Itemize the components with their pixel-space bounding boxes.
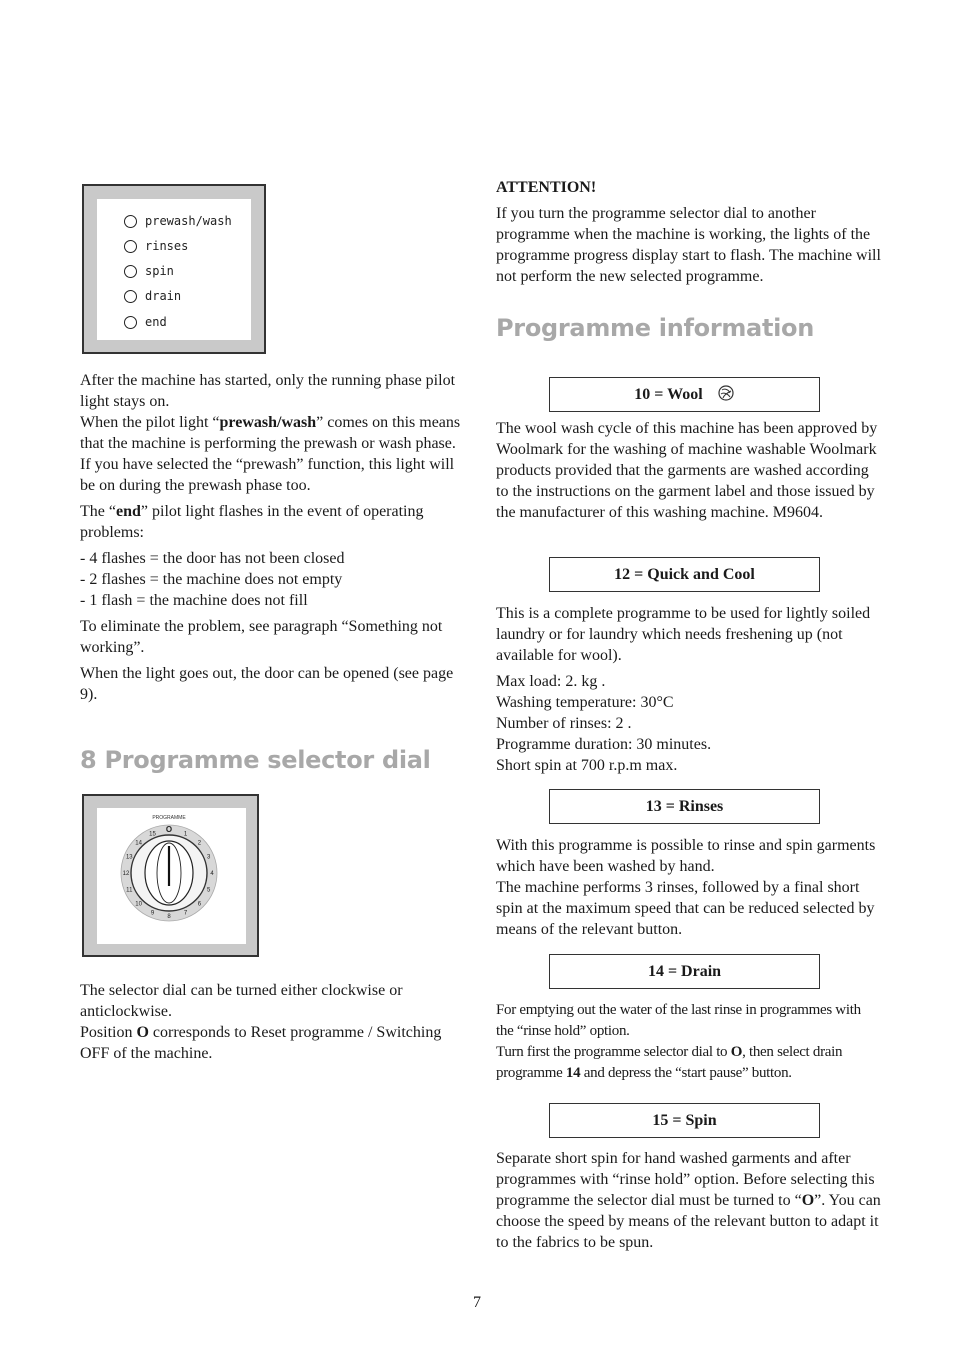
programme-label: 12 = Quick and Cool: [614, 566, 755, 583]
pilot-lights-description: [80, 370, 465, 705]
section-heading-programme-info: Programme information: [496, 314, 815, 342]
dial-position-5: 5: [207, 887, 211, 894]
paragraph: [80, 501, 465, 543]
programme-box-wool: [549, 377, 820, 412]
dial-position-9: 9: [150, 910, 155, 917]
text: ” comes on this means that the machine is performing the prewash or wash phase. If you have selected the “prewash” function, this light will be on during the prewash phase too.: [80, 414, 461, 494]
text: , then select drain programme: [496, 1044, 843, 1081]
paragraph: [496, 1148, 881, 1253]
pilot-light-end: [124, 312, 167, 332]
paragraph: The wool wash cycle of this machine has been approved by Woolmark for the washing of machine washable Woolmark products provided that the garments are washed according to the instructions on the garment label and those issued by the manufacturer of this washing machine. M9604.: [496, 420, 878, 521]
dial-position-11: 11: [126, 887, 133, 894]
paragraph: For emptying out the water of the last rinse in programmes with the “rinse hold” option.: [496, 1002, 861, 1039]
attention-block: [496, 177, 881, 287]
circle-icon: [124, 215, 137, 228]
programme-box-quick-and-cool: [549, 557, 820, 592]
list-item: - 1 flash = the machine does not fill: [80, 592, 308, 609]
pilot-light-label: end: [145, 314, 167, 329]
programme-text-quick-and-cool: [496, 603, 881, 776]
page-number: 7: [473, 1294, 481, 1311]
programme-box-rinses: [549, 789, 820, 824]
paragraph: After the machine has started, only the running phase pilot light stays on.: [80, 372, 456, 410]
circle-icon: [124, 290, 137, 303]
section-heading-selector-dial: 8 Programme selector dial: [80, 746, 431, 774]
detail-line: Number of rinses: 2 .: [496, 715, 632, 732]
dial-position-15: 15: [149, 831, 156, 838]
attention-text: If you turn the programme selector dial to another programme when the machine is working, the lights of the programme progress display start to flash. The machine will not perform the new selected programme.: [496, 205, 881, 285]
detail-line: Programme duration: 30 minutes.: [496, 736, 712, 753]
woolmark-icon: [717, 384, 735, 402]
paragraph: [80, 1022, 465, 1064]
programme-box-drain: [549, 954, 820, 989]
programme-label: 10 = Wool: [634, 386, 703, 403]
programme-text-rinses: [496, 835, 881, 940]
text: corresponds to Reset programme / Switching OFF of the machine.: [80, 1024, 442, 1062]
text: Position: [80, 1024, 137, 1041]
attention-title: ATTENTION!: [496, 179, 597, 196]
programme-text-drain: [496, 1000, 881, 1084]
flash-list: [80, 548, 465, 611]
selector-dial-description: [80, 980, 465, 1064]
dial-position-2: 2: [197, 840, 202, 847]
programme-label: 13 = Rinses: [645, 798, 724, 815]
pilot-light-label: drain: [145, 288, 182, 303]
circle-icon: [124, 265, 137, 278]
list-item: - 4 flashes = the door has not been closed: [80, 550, 345, 567]
pilot-light-drain: [124, 286, 181, 306]
paragraph: To eliminate the problem, see paragraph “Something not working”.: [80, 618, 443, 656]
programme-label: 14 = Drain: [647, 963, 722, 980]
text: Turn first the programme selector dial to: [496, 1044, 731, 1060]
detail-line: Short spin at 700 r.p.m max.: [496, 757, 678, 774]
dial-position-zero: O: [165, 825, 173, 834]
selector-dial-panel: [82, 794, 259, 957]
bold-text: O: [801, 1192, 815, 1209]
selector-dial-icon: [97, 808, 246, 944]
paragraph: [80, 412, 465, 496]
dial-position-10: 10: [135, 901, 142, 908]
list-item: - 2 flashes = the machine does not empty: [80, 571, 343, 588]
text: and depress the “start pause” button.: [580, 1065, 792, 1081]
dial-label: PROGRAMME: [152, 815, 186, 821]
paragraph: The machine performs 3 rinses, followed by a final short spin at the maximum speed that can be reduced selected by means of the relevant button.: [496, 879, 875, 938]
dial-position-12: 12: [122, 871, 130, 877]
circle-icon: [124, 240, 137, 253]
text: ”. You can choose the speed by means of the relevant button to adapt it to the fabrics to be spun.: [496, 1192, 881, 1251]
programme-text-spin: [496, 1148, 881, 1253]
programme-details: [496, 671, 881, 776]
dial-position-3: 3: [207, 854, 211, 861]
paragraph: [496, 1042, 881, 1084]
programme-text-wool: [496, 418, 881, 523]
dial-position-4: 4: [210, 871, 214, 877]
text: When the pilot light “: [80, 414, 220, 431]
programme-label: 15 = Spin: [652, 1112, 717, 1129]
dial-position-13: 13: [125, 854, 133, 861]
pilot-light-label: prewash/wash: [145, 213, 232, 228]
dial-position-7: 7: [183, 910, 188, 917]
dial-position-14: 14: [135, 840, 142, 847]
pilot-light-prewash-wash: [124, 211, 232, 231]
programme-box-spin: [549, 1103, 820, 1138]
pilot-light-spin: [124, 261, 174, 281]
bold-text: end: [115, 503, 141, 520]
bold-text: 14: [565, 1065, 581, 1081]
dial-position-6: 6: [197, 901, 202, 908]
dial-position-1: 1: [183, 831, 188, 838]
pilot-lights-panel: [82, 184, 266, 354]
bold-text: O: [730, 1044, 743, 1060]
bold-text: prewash/wash: [219, 414, 317, 431]
detail-line: Max load: 2. kg .: [496, 673, 606, 690]
paragraph: This is a complete programme to be used for lightly soiled laundry or for laundry which needs freshening up (not available for wool).: [496, 605, 871, 664]
pilot-light-rinses: [124, 236, 188, 256]
dial-position-8: 8: [167, 914, 171, 920]
text: Separate short spin for hand washed garments and after programmes with “rinse hold” option. Before selecting this programme the selector dial must be turned to “: [496, 1150, 875, 1209]
bold-text: O: [136, 1024, 149, 1041]
paragraph: The selector dial can be turned either clockwise or anticlockwise.: [80, 982, 403, 1020]
paragraph: With this programme is possible to rinse and spin garments which have been washed by hand.: [496, 837, 876, 875]
text: ” pilot light flashes in the event of operating problems:: [80, 503, 424, 541]
circle-icon: [124, 316, 137, 329]
text: The “: [80, 503, 116, 520]
paragraph: When the light goes out, the door can be opened (see page 9).: [80, 665, 454, 703]
pilot-light-label: rinses: [145, 238, 189, 253]
pilot-light-label: spin: [145, 263, 174, 278]
detail-line: Washing temperature: 30°C: [496, 694, 674, 711]
